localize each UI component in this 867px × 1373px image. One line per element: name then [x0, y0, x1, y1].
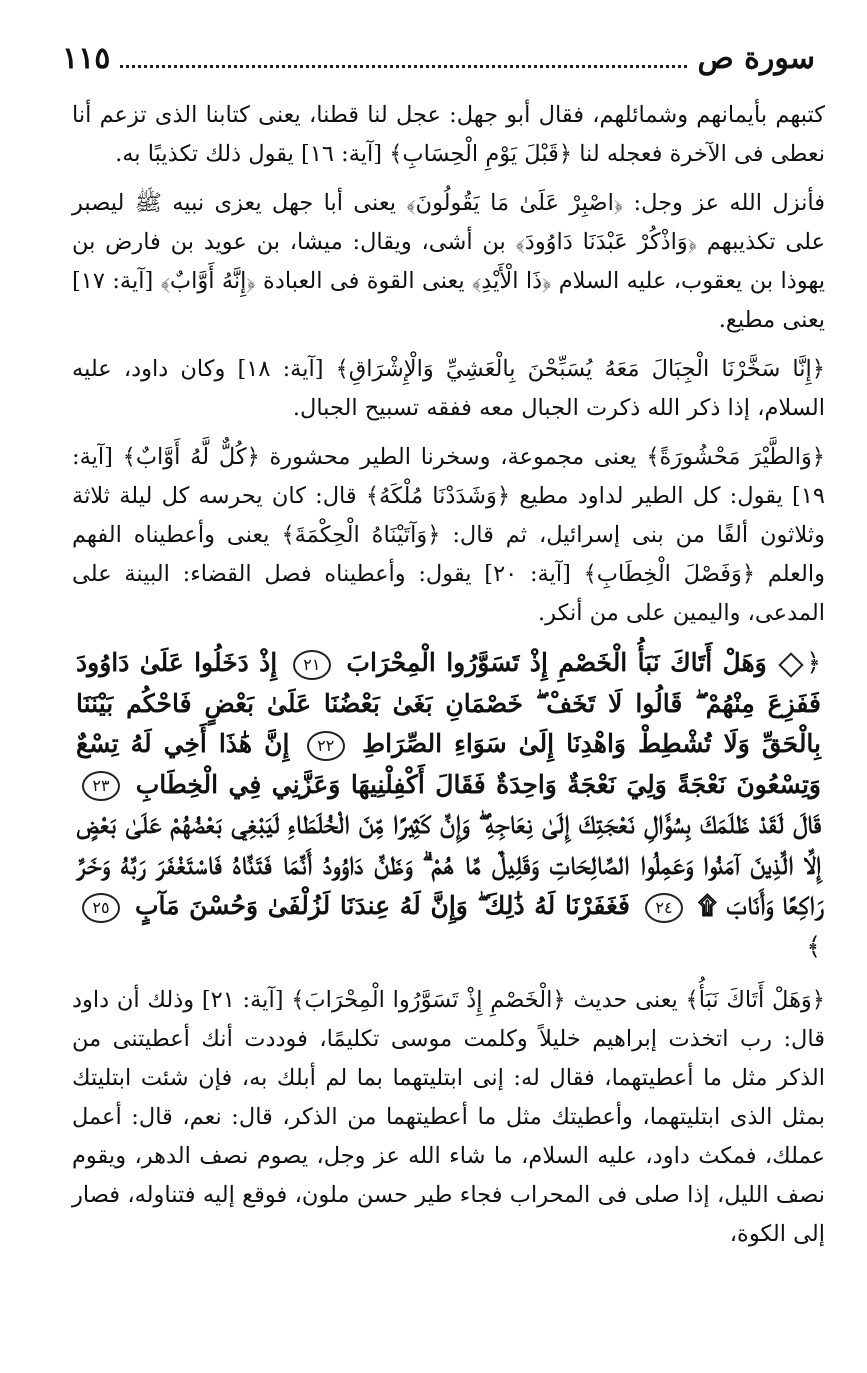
page-header [62, 38, 815, 78]
paragraph-1: كتبهم بأيمانهم وشمائلهم، فقال أبو جهل: عجل لنا قطنا، يعنى كتابنا الذى تزعم أنا نعطى فى الآخرة فعجله لنا ﴿قَبْلَ يَوْمِ الْحِسَابِ﴾ [آية: ١٦] يقول ذلك تكذيبًا به. [72, 102, 825, 167]
quran-verses-block [72, 643, 825, 967]
paragraph-3: ﴿إِنَّا سَخَّرْنَا الْجِبَالَ مَعَهُ يُسَبِّحْنَ بِالْعَشِيِّ وَالْإِشْرَاقِ﴾ [آية: ١٨] وكان داود، عليه السلام، إذا ذكر الله ذكرت الجبال معه ففقه تسبيح الجبال. [72, 356, 825, 421]
page-number: ١١٥ [62, 40, 111, 76]
paragraph-4: ﴿وَالطَّيْرَ مَحْشُورَةً﴾ يعنى مجموعة، وسخرنا الطير محشورة ﴿كُلٌّ لَّهُ أَوَّابٌ﴾ [آية: ١٩] يقول: كل الطير لداود مطيع ﴿وَشَدَدْنَا مُلْكَهُ﴾ قال: كان يحرسه كل ليلة ثلاثة وثلاثون ألفًا من بنى إسرائيل، ثم قال: ﴿وَآتَيْنَاهُ الْحِكْمَةَ﴾ يعنى وأعطيناه الفهم والعلم ﴿وَفَصْلَ الْخِطَابِ﴾ [آية: ٢٠] يقول: وأعطيناه فصل القضاء: البينة على المدعى، واليمين على من أنكر. [72, 444, 825, 626]
surah-title: سورة ص [697, 40, 815, 76]
aya-number-marker: ٢٤ [645, 893, 683, 923]
page-body [72, 96, 825, 1264]
aya-number-marker: ٢٣ [82, 771, 120, 801]
aya-number-marker: ٢٥ [82, 893, 120, 923]
aya-number-marker: ٢٢ [307, 731, 345, 761]
verse-close-bracket: ﴾ [806, 931, 821, 961]
verse-22: إِذْ دَخَلُوا عَلَىٰ دَاوُودَ فَفَزِعَ مِنْهُمْ ۖ قَالُوا لَا تَخَفْ ۖ خَصْمَانِ بَغَىٰ بَعْضُنَا عَلَىٰ بَعْضٍ فَاحْكُم بَيْنَنَا بِالْحَقِّ وَلَا تُشْطِطْ وَاهْدِنَا إِلَىٰ سَوَاءِ الصِّرَاطِ [76, 648, 822, 758]
verse-open-bracket: ﴿ [806, 648, 821, 677]
verse-23: إِنَّ هَٰذَا أَخِي لَهُ تِسْعٌ وَتِسْعُونَ نَعْجَةً وَلِيَ نَعْجَةٌ وَاحِدَةٌ فَقَالَ أَكْفِلْنِيهَا وَعَزَّنِي فِي الْخِطَابِ [76, 729, 821, 799]
paragraph-5: ﴿وَهَلْ أَتَاكَ نَبَأُ﴾ يعنى حديث ﴿الْخَصْمِ إِذْ تَسَوَّرُوا الْمِحْرَابَ﴾ [آية: ٢١] وذلك أن داود قال: رب اتخذت إبراهيم خليلاً وكلمت موسى تكليمًا، فوددت أنك أعطيتنى من الذكر مثل ما أعطيتهما، فقال له: إنى ابتليتهما بما لم أبلك به، فإن شئت ابتليتك بمثل الذى ابتليتهما، وأعطيتك مثل ما أعطيتهما من الذكر، قال: نعم، قال: أعمل عملك، فمكث داود، عليه السلام، ما شاء الله عز وجل، يصوم نصف الدهر، ويقوم نصف الليل، إذا صلى فى المحراب فجاء طير حسن ملون، فوقع إليه فتناوله، فصار إلى الكوة، [72, 987, 825, 1247]
verse-25: فَغَفَرْنَا لَهُ ذَٰلِكَ ۖ وَإِنَّ لَهُ عِندَنَا لَزُلْفَىٰ وَحُسْنَ مَآبٍ [134, 891, 630, 920]
aya-number-marker: ٢١ [293, 650, 331, 680]
paragraph-2: فأنزل الله عز وجل: ﴿اصْبِرْ عَلَىٰ مَا يَقُولُونَ﴾ يعنى أبا جهل يعزى نبيه ﷺ ليصبر على تكذيبهم ﴿وَاذْكُرْ عَبْدَنَا دَاوُودَ﴾ بن أشى، ويقال: ميشا، بن عويد بن فارض بن يهوذا بن يعقوب، عليه السلام ﴿ذَا الْأَيْدِ﴾ يعنى القوة فى العبادة ﴿إِنَّهُ أَوَّابٌ﴾ [آية: ١٧] يعنى مطيع. [72, 190, 825, 333]
rosette-icon [779, 652, 804, 677]
verse-21: وَهَلْ أَتَاكَ نَبَأُ الْخَصْمِ إِذْ تَسَوَّرُوا الْمِحْرَابَ [346, 648, 767, 677]
header-leader-dots [120, 65, 687, 68]
verse-24: قَالَ لَقَدْ ظَلَمَكَ بِسُؤَالِ نَعْجَتِكَ إِلَىٰ نِعَاجِهِ ۖ وَإِنَّ كَثِيرًا مِّنَ الْخُلَطَاءِ لَيَبْغِي بَعْضُهُمْ عَلَىٰ بَعْضٍ إِلَّا الَّذِينَ آمَنُوا وَعَمِلُوا الصَّالِحَاتِ وَقَلِيلٌ مَّا هُمْ ۗ وَظَنَّ دَاوُودُ أَنَّمَا فَتَنَّاهُ فَاسْتَغْفَرَ رَبَّهُ وَخَرَّ رَاكِعًا وَأَنَابَ ۩ [76, 810, 821, 920]
